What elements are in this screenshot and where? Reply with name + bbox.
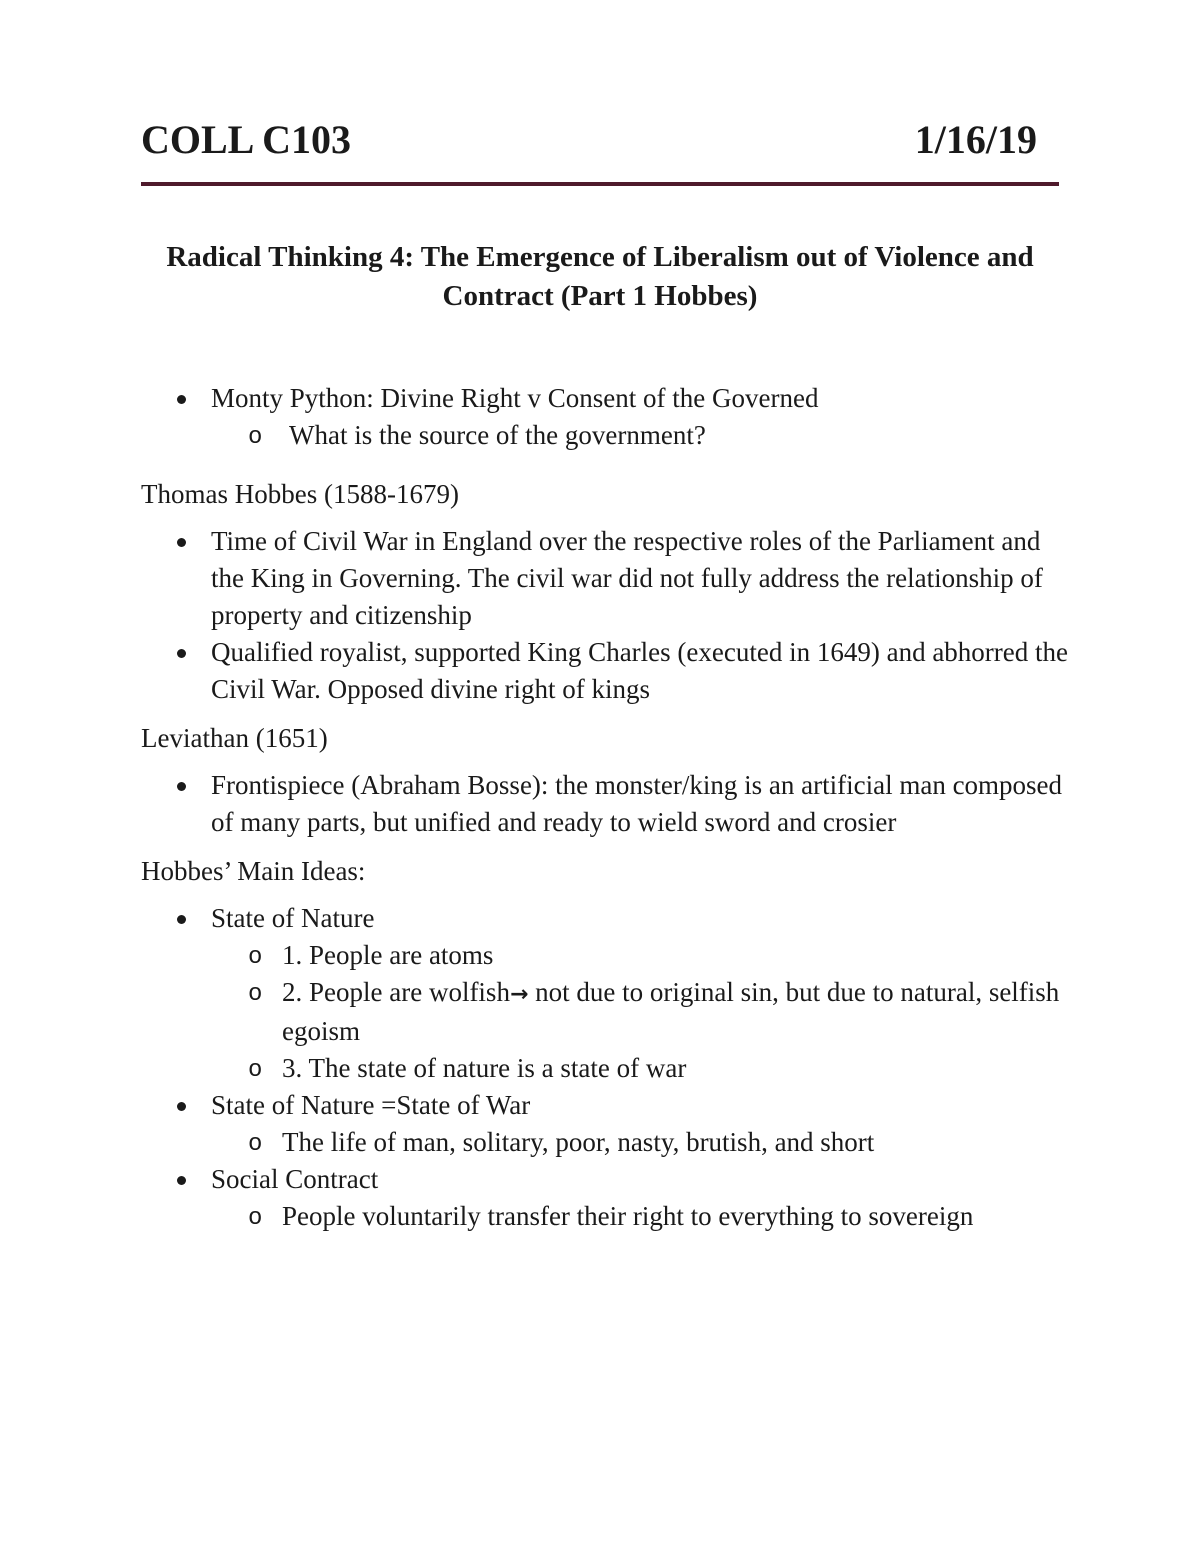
- section-heading-main-ideas: Hobbes’ Main Ideas:: [141, 856, 366, 886]
- sub-list-item: o 1. People are atoms: [141, 937, 1071, 974]
- course-code: COLL C103: [141, 117, 352, 162]
- lecture-date: 1/16/19: [914, 117, 1037, 162]
- sub-list-item: o 3. The state of nature is a state of war: [141, 1050, 1071, 1087]
- arrow-right-icon: →: [509, 982, 529, 1007]
- main-ideas-list: [141, 900, 1071, 1235]
- list-item: Frontispiece (Abraham Bosse): the monster/king is an artificial man composed of many parts, but unified and ready to wield sword and crosier: [141, 767, 1071, 841]
- list-item: State of Nature: [141, 900, 1071, 937]
- notes-body: [141, 376, 1071, 1235]
- sub-list-item: o What is the source of the government?: [141, 417, 1071, 454]
- section-heading-leviathan: Leviathan (1651): [141, 723, 328, 753]
- sub-list-item: [141, 974, 1071, 1050]
- document-header: [141, 116, 1059, 164]
- sub-list-item: o People voluntarily transfer their right to everything to sovereign: [141, 1198, 1071, 1235]
- lecture-title: Radical Thinking 4: The Emergence of Liberalism out of Violence and Contract (Part 1 Hobbes): [166, 241, 1034, 312]
- list-item: State of Nature =State of War: [141, 1087, 1071, 1124]
- list-item: Monty Python: Divine Right v Consent of the Governed: [141, 380, 1071, 417]
- sub-item-text: not due to original sin, but due to natural, selfish egoism: [282, 977, 1060, 1046]
- list-item: Time of Civil War in England over the respective roles of the Parliament and the King in Governing. The civil war did not fully address the relationship of property and citizenship: [141, 523, 1071, 634]
- section-heading-hobbes: Thomas Hobbes (1588-1679): [141, 479, 459, 509]
- list-item: Social Contract: [141, 1161, 1071, 1198]
- sub-item-text: 2. People are wolfish: [282, 977, 510, 1007]
- intro-list: [141, 376, 1071, 464]
- sub-list-item: o The life of man, solitary, poor, nasty, brutish, and short: [141, 1124, 1071, 1161]
- header-divider: [141, 182, 1059, 186]
- leviathan-list: [141, 767, 1071, 841]
- hobbes-list: [141, 523, 1071, 708]
- list-item: Qualified royalist, supported King Charles (executed in 1649) and abhorred the Civil War. Opposed divine right of kings: [141, 634, 1071, 708]
